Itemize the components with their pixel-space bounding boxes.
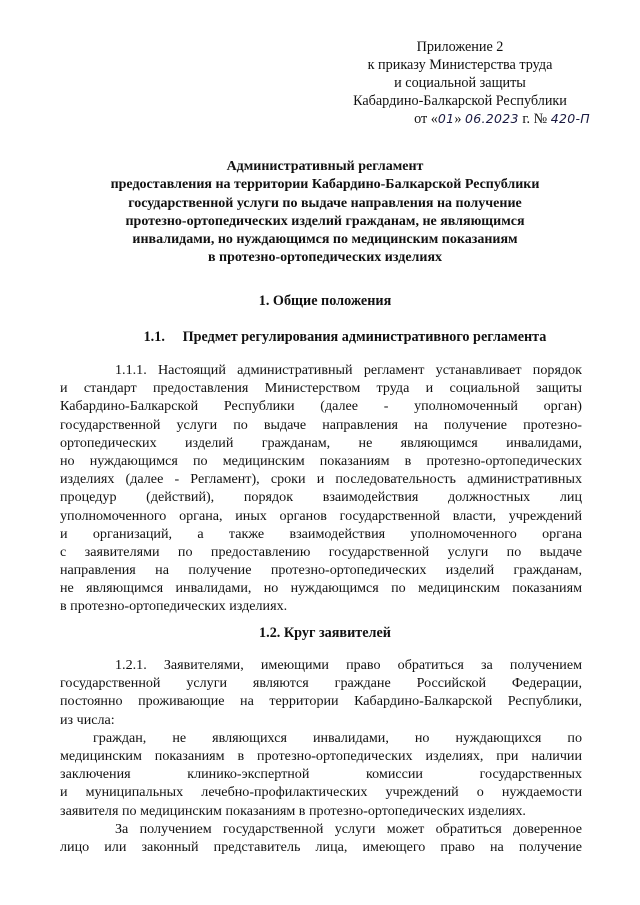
paragraph-line: и муниципальных лечебно-профилактических учреждений о нуждаемости — [60, 784, 582, 801]
paragraph-line: направления на получение протезно-ортопедических изделий гражданам, — [60, 562, 582, 579]
title-line: в протезно-ортопедических изделиях — [207, 250, 443, 266]
paragraph-line: медицинским показаниям в протезно-ортопедических изделиях, при наличии — [60, 747, 582, 764]
paragraph-line: но нуждающимся по медицинским показаниям в протезно-ортопедических — [60, 452, 582, 469]
paragraph-line: граждан, не являющихся инвалидами, но нуждающихся по — [93, 729, 582, 746]
paragraph-line: 1.2.1. Заявителями, имеющими право обратиться за получением — [115, 657, 582, 673]
appendix-block — [330, 38, 590, 128]
document-title — [60, 158, 590, 268]
title-line: предоставления на территории Кабардино-Балкарской Республики — [110, 177, 540, 193]
section-number: 1.1. — [143, 329, 165, 345]
appendix-line: Кабардино-Балкарской Республики — [353, 93, 567, 109]
paragraph-1-2-1 — [60, 656, 582, 856]
paragraph-line: изделиях (далее - Регламент), сроки и последовательность административных — [60, 471, 582, 488]
handwritten-order-number: 420-П — [550, 111, 590, 126]
appendix-line: к приказу Министерства труда — [367, 57, 553, 73]
paragraph-line: и организаций, а также взаимодействия уполномоченного органа — [60, 525, 582, 542]
paragraph-line: с заявителями по предоставлению государственной услуги по выдаче — [60, 543, 582, 560]
paragraph-line: заключения клинико-экспертной комиссии государственных — [60, 766, 582, 783]
paragraph-line: государственной услуги являются граждане Российской Федерации, — [60, 675, 582, 692]
paragraph-line: 1.1.1. Настоящий административный регламент устанавливает порядок — [115, 362, 582, 378]
section-title: Предмет регулирования административного регламента — [182, 329, 547, 345]
date-suffix: г. № — [518, 111, 548, 127]
paragraph-line: не являющимся инвалидами, но нуждающимся по медицинским показаниям — [60, 580, 582, 597]
paragraph-line: За получением государственной услуги может обратиться доверенное — [115, 820, 582, 837]
title-line: государственной услуги по выдаче направления на получение — [128, 195, 522, 211]
paragraph-line: Кабардино-Балкарской Республики (далее - уполномоченный орган) — [60, 398, 582, 415]
paragraph-line: и стандарт предоставления Министерством труда и социальной защиты — [60, 380, 582, 397]
paragraph-line: государственной услуги по выдаче направления на получение протезно- — [60, 416, 582, 433]
appendix-line: и социальной защиты — [394, 75, 526, 91]
paragraph-line: заявителя по медицинским показаниям в протезно-ортопедических изделиях. — [60, 802, 526, 819]
paragraph-line: уполномоченного органа, иных органов государственной власти, учреждений — [60, 507, 582, 524]
title-line: Административный регламент — [226, 159, 424, 174]
handwritten-day: 01 — [437, 111, 455, 126]
date-mid: » — [454, 111, 465, 127]
appendix-line: Приложение 2 — [416, 39, 504, 55]
order-date-line — [330, 110, 590, 128]
paragraph-line: в протезно-ортопедических изделиях. — [60, 598, 288, 615]
date-prefix: от « — [414, 111, 438, 127]
handwritten-date: 06.2023 — [464, 111, 519, 126]
section-heading-1-2: 1.2. Круг заявителей — [259, 625, 391, 641]
section-heading-1: 1. Общие положения — [258, 293, 392, 309]
title-line: инвалидами, но нуждающимся по медицинским показаниям — [132, 232, 518, 248]
paragraph-line: процедур (действий), порядок взаимодействия должностных лиц — [60, 489, 582, 506]
title-line: протезно-ортопедических изделий гражданам, не являющимся — [125, 213, 525, 229]
paragraph-1-1-1 — [60, 361, 582, 616]
section-heading-1-1 — [100, 328, 590, 346]
paragraph-line: из числа: — [60, 711, 115, 728]
paragraph-line: ортопедических изделий гражданам, не являющимся инвалидами, — [60, 434, 582, 451]
paragraph-line: лицо или законный представитель лица, имеющего право на получение — [60, 838, 582, 855]
paragraph-line: постоянно проживающие на территории Кабардино-Балкарской Республики, — [60, 693, 582, 710]
